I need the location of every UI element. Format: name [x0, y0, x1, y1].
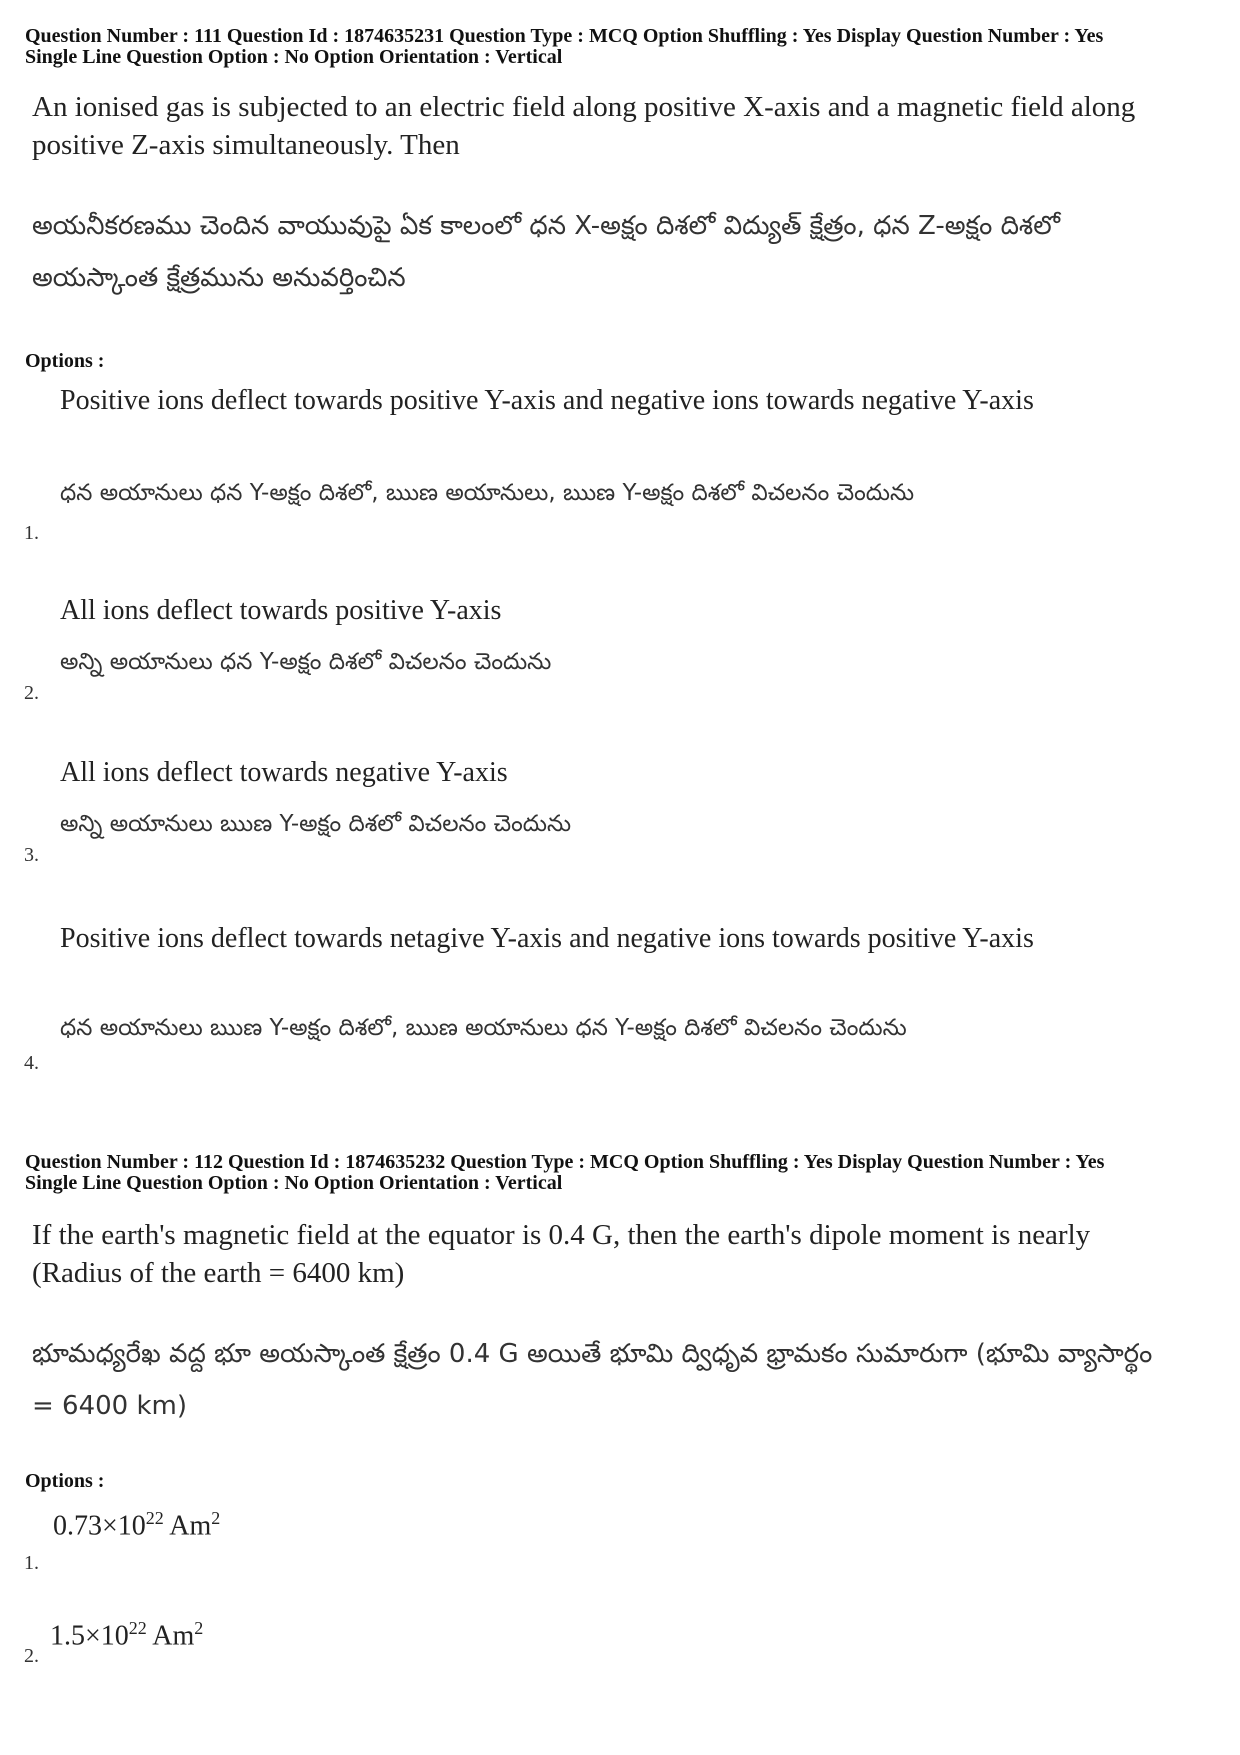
q111-option-4-number: 4.: [24, 1052, 39, 1074]
q112-meta-line2: Single Line Question Option : No Option Orientation : Vertical: [25, 1172, 563, 1194]
q111-question-text: An ionised gas is subjected to an electric field along positive X-axis and a magnetic field along positive Z-axis simultaneously. Then: [32, 91, 1136, 161]
q111-options-label: Options :: [25, 350, 105, 372]
q111-option-1-number: 1.: [24, 522, 39, 544]
q112-meta-line1: Question Number : 112 Question Id : 1874635232 Question Type : MCQ Option Shuffling : Yes Display Question Number : Yes: [25, 1151, 1105, 1173]
q112-question-text-telugu: భూమధ్యరేఖ వద్ద భూ అయస్కాంత క్షేత్రం 0.4 G అయితే భూమి ద్విధృవ భ్రామకం సుమారుగా (భూమి వ్యాసార్థం = 6400 km): [32, 1339, 1153, 1421]
q111-option-1-text[interactable]: Positive ions deflect towards positive Y-axis and negative ions towards negative Y-axis: [60, 385, 1034, 416]
q112-option-2-mantissa: 1.5×10: [50, 1620, 129, 1652]
q112-option-1-exponent: 22: [145, 1508, 164, 1528]
q112-option-1-unit-exponent: 2: [211, 1508, 221, 1528]
q112-option-1-number: 1.: [24, 1552, 39, 1574]
q111-option-3-text[interactable]: All ions deflect towards negative Y-axis: [60, 757, 508, 788]
q112-option-2-value[interactable]: [50, 1618, 203, 1652]
q111-option-1-text-telugu: ధన అయానులు ధన Y-అక్షం దిశలో, ఋణ అయానులు, ఋణ Y-అక్షం దిశలో విచలనం చెందును: [60, 480, 915, 506]
q111-meta-line1: Question Number : 111 Question Id : 1874635231 Question Type : MCQ Option Shuffling : Yes Display Question Number : Yes: [25, 25, 1104, 47]
q112-option-2-unit: Am: [146, 1620, 195, 1652]
q112-option-2-unit-exponent: 2: [194, 1618, 204, 1638]
q112-option-1-value[interactable]: [53, 1508, 220, 1542]
q112-options-label: Options :: [25, 1470, 105, 1492]
q112-option-2-exponent: 22: [128, 1618, 147, 1638]
q111-option-2-number: 2.: [24, 682, 39, 704]
q112-option-2-number: 2.: [24, 1645, 39, 1667]
q112-option-1-mantissa: 0.73×10: [53, 1510, 146, 1542]
q112-question-text: If the earth's magnetic field at the equator is 0.4 G, then the earth's dipole moment is nearly (Radius of the earth = 6400 km): [32, 1219, 1091, 1289]
q111-option-3-text-telugu: అన్ని అయానులు ఋణ Y-అక్షం దిశలో విచలనం చెందును: [60, 811, 572, 837]
q111-option-2-text[interactable]: All ions deflect towards positive Y-axis: [60, 595, 502, 626]
q112-option-1-unit: Am: [163, 1510, 212, 1542]
q111-meta-line2: Single Line Question Option : No Option Orientation : Vertical: [25, 46, 563, 68]
q111-option-4-text-telugu: ధన అయానులు ఋణ Y-అక్షం దిశలో, ఋణ అయానులు ధన Y-అక్షం దిశలో విచలనం చెందును: [60, 1015, 907, 1041]
q111-option-4-text[interactable]: Positive ions deflect towards netagive Y-axis and negative ions towards positive Y-axis: [60, 923, 1034, 954]
q111-question-text-telugu: అయనీకరణము చెందిన వాయువుపై ఏక కాలంలో ధన X-అక్షం దిశలో విద్యుత్ క్షేత్రం, ధన Z-అక్షం దిశలో అయస్కాంత క్షేత్రమును అనువర్తించిన: [32, 211, 1060, 293]
q111-option-2-text-telugu: అన్ని అయానులు ధన Y-అక్షం దిశలో విచలనం చెందును: [60, 649, 552, 675]
q111-option-3-number: 3.: [24, 844, 39, 866]
